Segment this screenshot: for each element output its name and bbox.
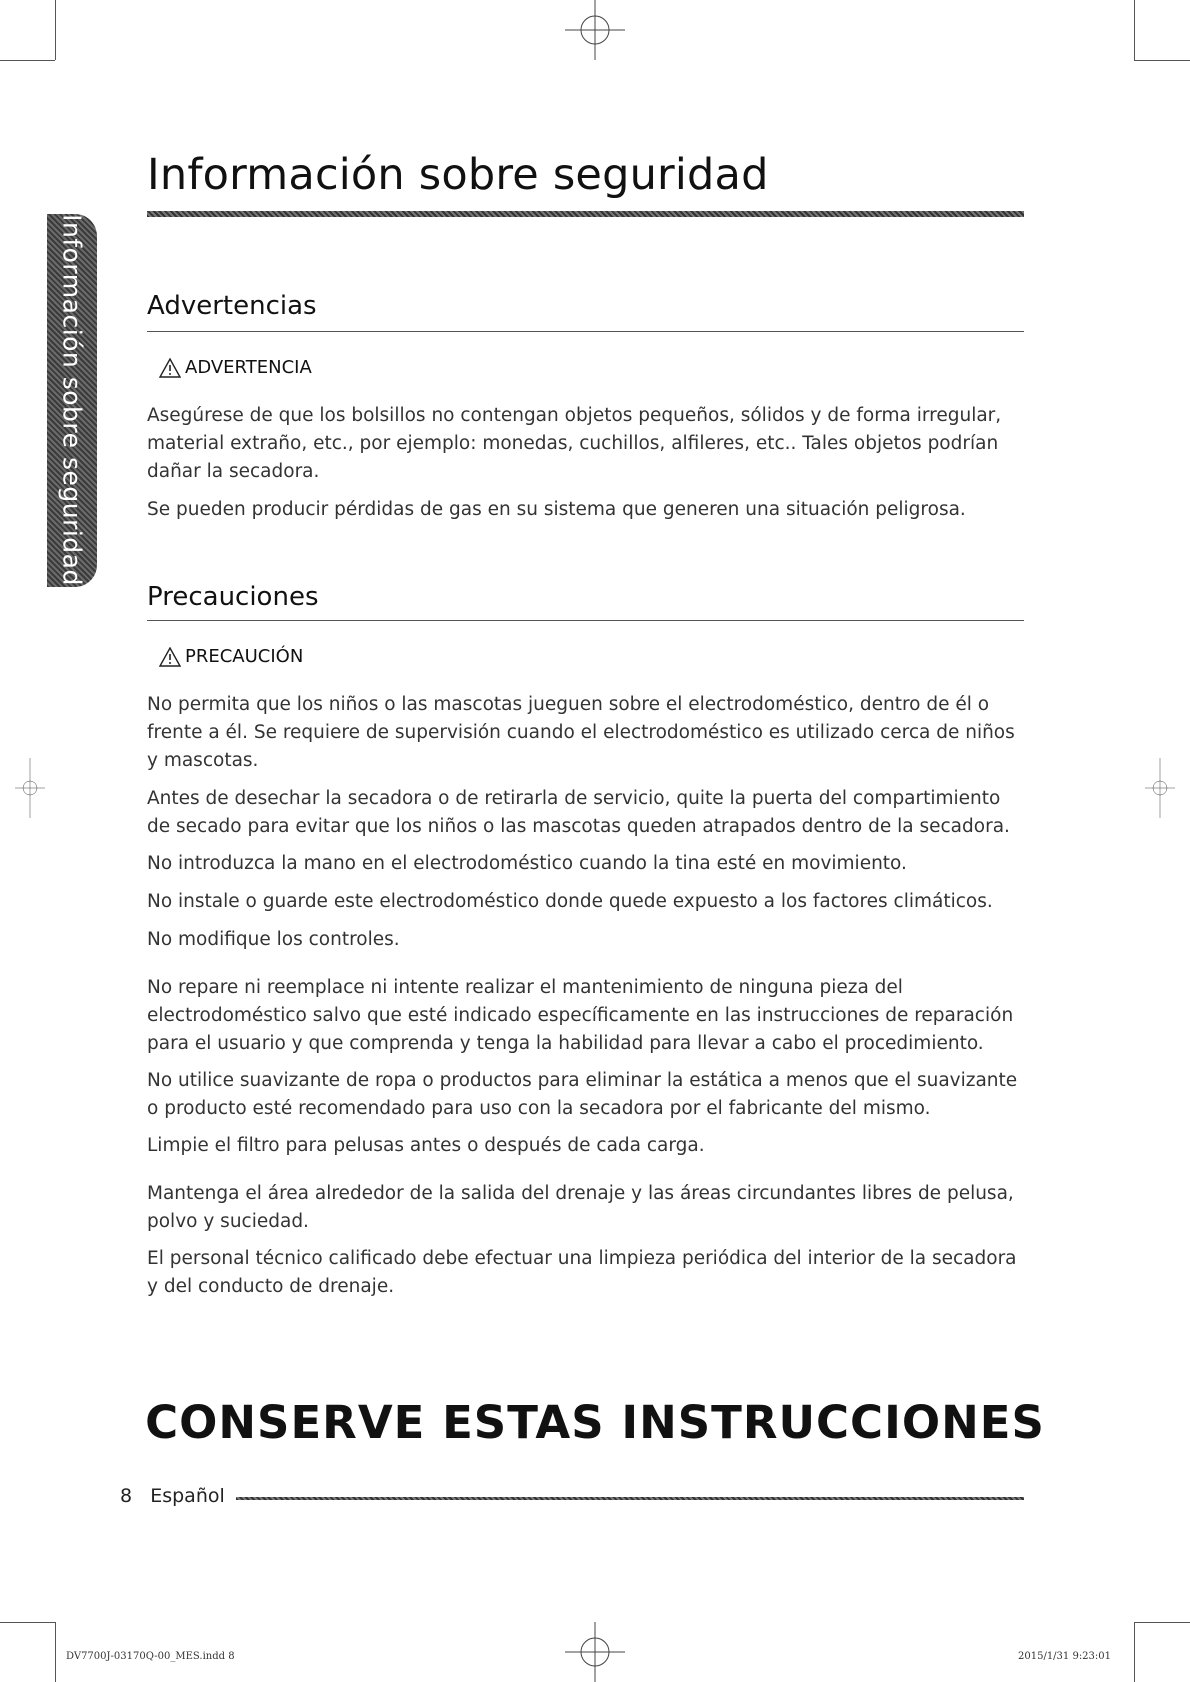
- crop-mark: [1134, 1622, 1190, 1623]
- caution-paragraph: No instale o guarde este electrodoméstico donde quede expuesto a los factores climáticos.: [147, 891, 993, 912]
- crop-mark: [0, 1622, 55, 1623]
- title-divider: [147, 211, 1024, 217]
- print-date-info: 2015/1/31 9:23:01: [1018, 1651, 1112, 1662]
- crop-mark: [55, 0, 56, 60]
- warning-label: [159, 357, 312, 378]
- crop-mark: [0, 60, 55, 61]
- side-tab-label: Información sobre seguridad: [57, 214, 87, 586]
- warning-triangle-icon: [159, 358, 181, 378]
- caution-label-text: PRECAUCIÓN: [185, 646, 304, 667]
- crop-mark: [1134, 1622, 1135, 1682]
- crop-mark: [55, 1622, 56, 1682]
- caution-paragraph: No permita que los niños o las mascotas jueguen sobre el electrodoméstico, dentro de él o frente a él. Se requiere de supervisión cuando el electrodoméstico es utilizado cerca de niños y mascotas.: [147, 694, 1015, 771]
- caution-paragraph: No utilice suavizante de ropa o productos para eliminar la estática a menos que el suavizante o producto esté recomendado para uso con la secadora por el fabricante del mismo.: [147, 1070, 1018, 1119]
- page-number: [120, 1485, 225, 1507]
- caution-paragraph: El personal técnico calificado debe efectuar una limpieza periódica del interior de la secadora y del conducto de drenaje.: [147, 1248, 1017, 1297]
- registration-mark-icon: [1130, 758, 1190, 818]
- crop-mark: [1134, 60, 1190, 61]
- caution-paragraph: Limpie el filtro para pelusas antes o después de cada carga.: [147, 1135, 705, 1156]
- page-number-value: 8: [120, 1485, 133, 1507]
- registration-mark-icon: [0, 758, 60, 818]
- registration-mark-icon: [565, 0, 625, 60]
- caution-paragraph: No modifique los controles.: [147, 929, 400, 950]
- registration-mark-icon: [565, 1622, 625, 1682]
- warning-triangle-icon: [159, 647, 181, 667]
- crop-mark: [1134, 0, 1135, 60]
- caution-label: [159, 646, 303, 667]
- page-title: Información sobre seguridad: [147, 150, 769, 200]
- warning-paragraph: Asegúrese de que los bolsillos no contengan objetos pequeños, sólidos y de forma irregular, material extraño, etc., por ejemplo: monedas, cuchillos, alfileres, etc.. Tales objetos podrían dañar la secadora.: [147, 405, 1002, 482]
- print-file-info: DV7700J-03170Q-00_MES.indd 8: [66, 1651, 235, 1662]
- footer-divider: [236, 1497, 1024, 1500]
- warning-label-text: ADVERTENCIA: [185, 357, 312, 378]
- caution-paragraph: No repare ni reemplace ni intente realizar el mantenimiento de ninguna pieza del electrodoméstico salvo que esté indicado específicamente en las instrucciones de reparación para el usuario y que comprenda y tenga la habilidad para llevar a cabo el procedimiento.: [147, 977, 1014, 1054]
- warnings-divider: [147, 331, 1024, 332]
- caution-paragraph: No introduzca la mano en el electrodoméstico cuando la tina esté en movimiento.: [147, 853, 907, 874]
- caution-paragraph: Mantenga el área alrededor de la salida del drenaje y las áreas circundantes libres de pelusa, polvo y suciedad.: [147, 1183, 1014, 1232]
- cautions-heading: Precauciones: [147, 582, 319, 612]
- page-language: Español: [150, 1485, 225, 1507]
- cautions-divider: [147, 620, 1024, 621]
- warning-paragraph: Se pueden producir pérdidas de gas en su sistema que generen una situación peligrosa.: [147, 499, 966, 520]
- footer-title: CONSERVE ESTAS INSTRUCCIONES: [145, 1396, 1045, 1449]
- caution-paragraph: Antes de desechar la secadora o de retirarla de servicio, quite la puerta del compartimiento de secado para evitar que los niños o las mascotas queden atrapados dentro de la secadora.: [147, 788, 1010, 837]
- warnings-heading: Advertencias: [147, 291, 317, 321]
